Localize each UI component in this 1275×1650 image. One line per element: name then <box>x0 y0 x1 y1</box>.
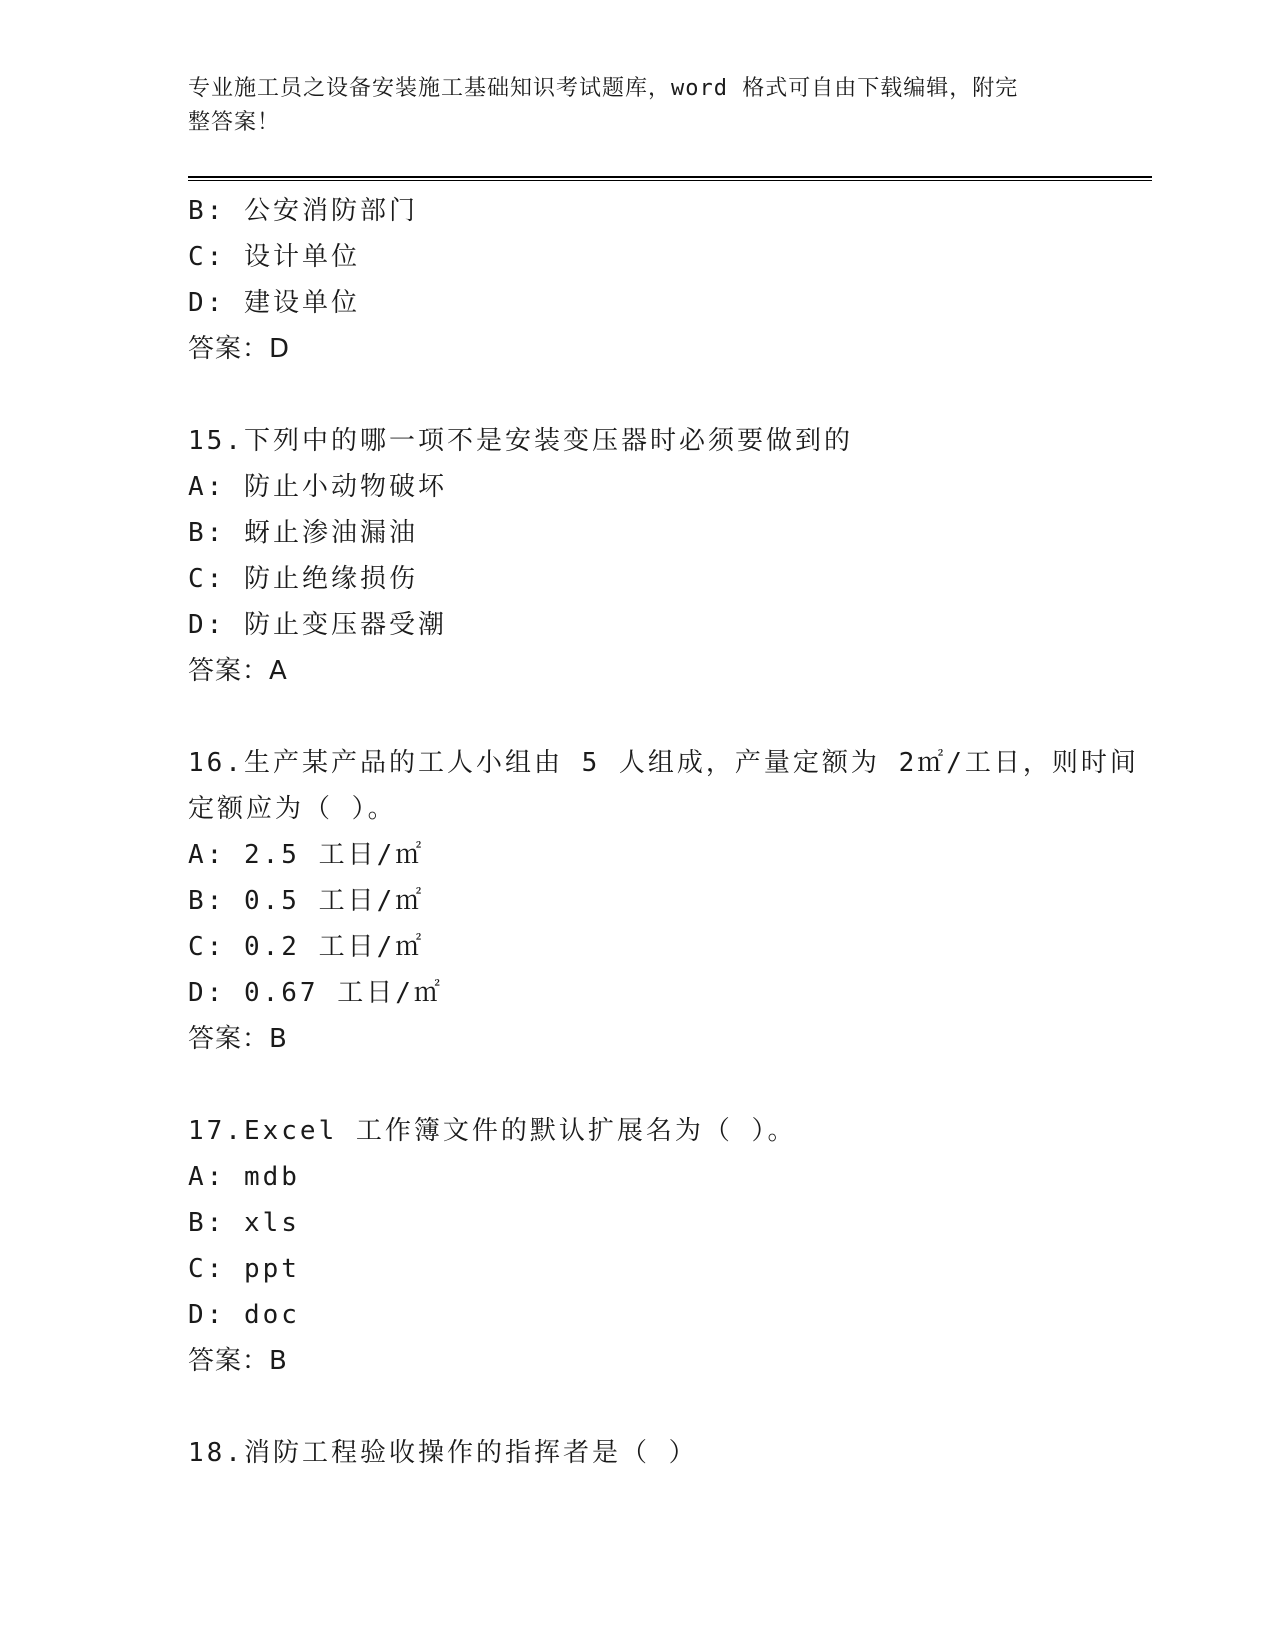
spacer <box>188 694 1108 740</box>
document-header <box>188 72 1088 140</box>
header-divider <box>188 176 1152 181</box>
question-stem-line-1: 16.生产某产品的工人小组由 5 人组成，产量定额为 2㎡/工日，则时间 <box>188 748 1139 778</box>
question-block-17 <box>188 1108 1108 1384</box>
answer-line: 答案：A <box>188 656 288 686</box>
option-b: B: 公安消防部门 <box>188 196 418 226</box>
question-stem-line-2: 定额应为（ ）。 <box>188 794 397 824</box>
header-line-1: 专业施工员之设备安装施工基础知识考试题库，word 格式可自由下载编辑，附完 <box>188 76 1019 101</box>
question-block-16 <box>188 740 1139 1062</box>
header-line-2: 整答案！ <box>188 110 281 135</box>
question-stem: 17.Excel 工作簿文件的默认扩展名为（ ）。 <box>188 1116 797 1146</box>
option-d: D: doc <box>188 1300 300 1330</box>
answer-line: 答案：B <box>188 1024 288 1054</box>
question-stem: 18.消防工程验收操作的指挥者是（ ） <box>188 1438 698 1468</box>
option-b: B: 0.5 工日/㎡ <box>188 886 425 916</box>
option-d: D: 防止变压器受潮 <box>188 610 447 640</box>
option-c: C: 防止绝缘损伤 <box>188 564 418 594</box>
option-a: A: 防止小动物破坏 <box>188 472 447 502</box>
option-b: B: xls <box>188 1208 300 1238</box>
option-d: D: 0.67 工日/㎡ <box>188 978 443 1008</box>
option-c: C: ppt <box>188 1254 300 1284</box>
spacer <box>188 1062 1108 1108</box>
answer-line: 答案：D <box>188 334 291 364</box>
spacer <box>188 1384 1108 1430</box>
option-d: D: 建设单位 <box>188 288 360 318</box>
option-a: A: mdb <box>188 1162 300 1192</box>
question-list <box>188 188 1139 1476</box>
option-a: A: 2.5 工日/㎡ <box>188 840 425 870</box>
answer-line: 答案：B <box>188 1346 288 1376</box>
option-b: B: 蚜止渗油漏油 <box>188 518 418 548</box>
question-stem: 15.下列中的哪一项不是安装变压器时必须要做到的 <box>188 426 853 456</box>
question-block-15 <box>188 418 1108 694</box>
option-c: C: 0.2 工日/㎡ <box>188 932 425 962</box>
spacer <box>188 372 1108 418</box>
option-c: C: 设计单位 <box>188 242 360 272</box>
question-block-continued <box>188 188 1108 372</box>
question-block-18 <box>188 1430 1108 1476</box>
